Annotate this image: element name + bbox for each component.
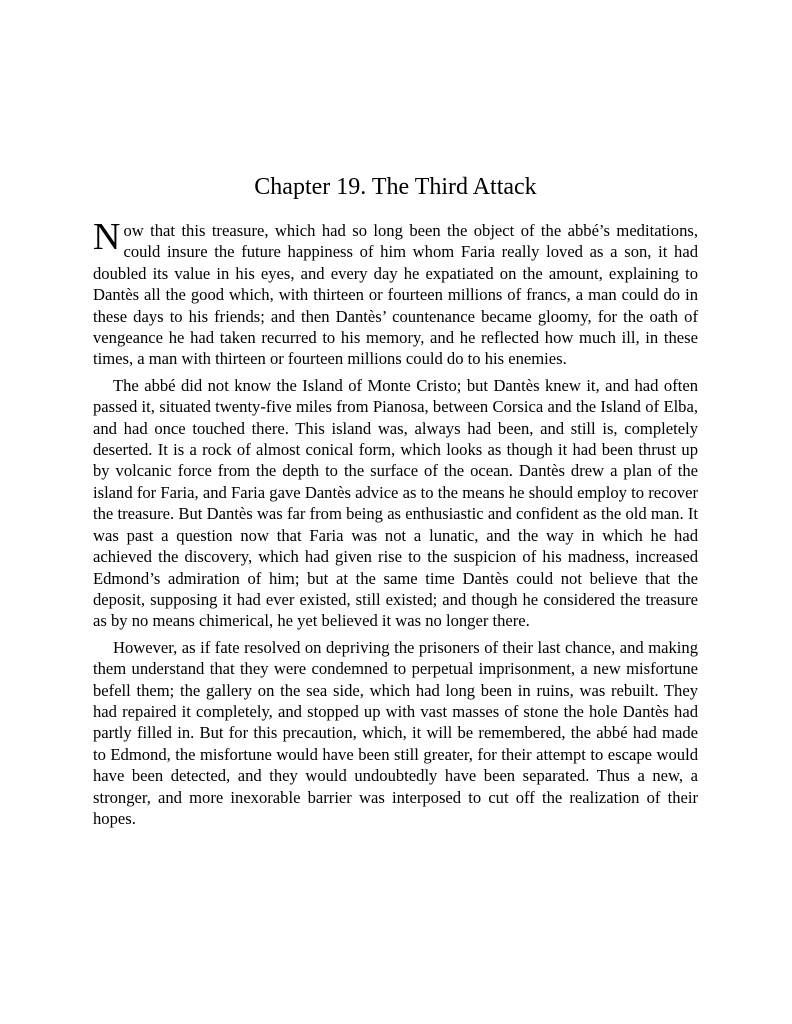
paragraph-1 [93, 216, 698, 370]
book-page [93, 172, 698, 834]
paragraph-1-text: ow that this treasure, which had so long been the object of the abbé’s meditations, could insure the future happiness of him whom Faria really loved as a son, it had doubled its value in his eyes, and every day he expatiated on the amount, explaining to Dantès all the good which, with thirteen or fourteen millions of francs, a man could do in these days to his friends; and then Dantès’ countenance became gloomy, for the oath of vengeance he had taken recurred to his memory, and he reflected how much ill, in these times, a man with thirteen or fourteen millions could do to his enemies. [93, 221, 698, 369]
paragraph-3: However, as if fate resolved on depriving the prisoners of their last chance, and making them understand that they were condemned to perpetual imprisonment, a new misfortune befell them; the gallery on the sea side, which had long been in ruins, was rebuilt. They had repaired it completely, and stopped up with vast masses of stone the hole Dantès had partly filled in. But for this precaution, which, it will be remembered, the abbé had made to Edmond, the misfortune would have been still greater, for their attempt to escape would have been detected, and they would undoubtedly have been separated. Thus a new, a stronger, and more inexorable barrier was interposed to cut off the realization of their hopes. [93, 637, 698, 828]
chapter-title: Chapter 19. The Third Attack [254, 174, 537, 200]
drop-cap-letter: N [93, 216, 121, 258]
paragraph-2: The abbé did not know the Island of Monte Cristo; but Dantès knew it, and had often passed it, situated twenty-five miles from Pianosa, between Corsica and the Island of Elba, and had once touched there. This island was, always had been, and still is, completely deserted. It is a rock of almost conical form, which looks as though it had been thrust up by volcanic force from the depth to the surface of the ocean. Dantès drew a plan of the island for Faria, and Faria gave Dantès advice as to the means he should employ to recover the treasure. But Dantès was far from being as enthusiastic and confident as the old man. It was past a question now that Faria was not a lunatic, and the way in which he had achieved the discovery, which had given rise to the suspicion of his madness, increased Edmond’s admiration of him; but at the same time Dantès could not believe that the deposit, supposing it had ever existed, still existed; and though he considered the treasure as by no means chimerical, he yet believed it was no longer there. [93, 375, 698, 631]
